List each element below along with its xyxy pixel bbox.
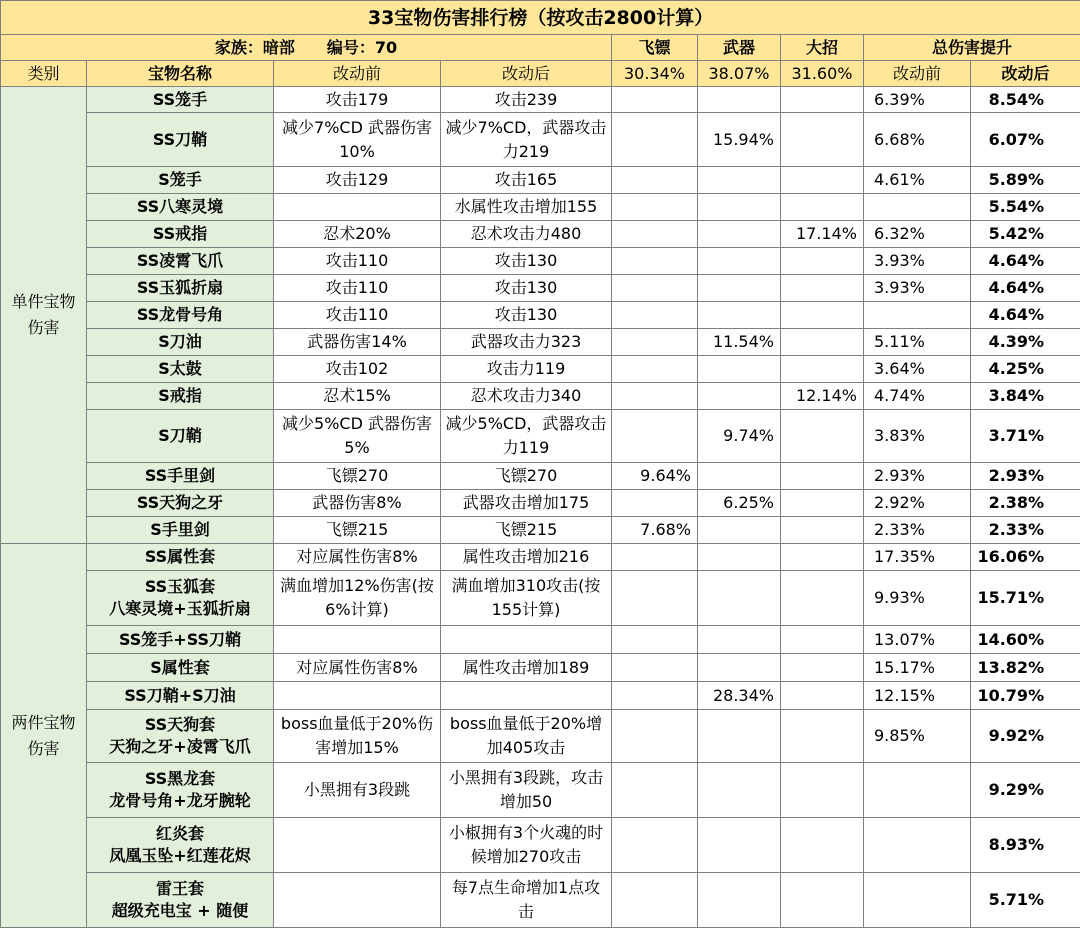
ult-value	[781, 329, 864, 356]
weapon-value	[698, 544, 781, 571]
dart-value	[612, 763, 698, 818]
after-value	[441, 682, 612, 710]
before-value: 武器伤害8%	[274, 490, 441, 517]
before-value: 攻击110	[274, 248, 441, 275]
total-after-value: 8.93%	[971, 818, 1080, 873]
after-value: 攻击165	[441, 167, 612, 194]
item-name-cell	[87, 873, 274, 928]
total-before-value: 4.74%	[864, 383, 971, 410]
total-after-value: 8.54%	[971, 87, 1080, 113]
table-row	[1, 571, 1080, 626]
dart-value	[612, 544, 698, 571]
before-value: 对应属性伤害8%	[274, 654, 441, 682]
before-value: 对应属性伤害8%	[274, 544, 441, 571]
table-row	[1, 302, 1080, 329]
before-value: 攻击179	[274, 87, 441, 113]
item-name: SS天狗套	[144, 715, 216, 734]
ult-value	[781, 302, 864, 329]
item-name-cell	[87, 682, 274, 710]
after-value: 攻击239	[441, 87, 612, 113]
dart-value	[612, 654, 698, 682]
total-after-value: 14.60%	[971, 626, 1080, 654]
item-name: S刀鞘	[158, 426, 202, 445]
total-before-value: 5.11%	[864, 329, 971, 356]
item-name: S手里剑	[150, 520, 210, 539]
dart-value	[612, 410, 698, 463]
ult-value	[781, 626, 864, 654]
item-name-cell	[87, 626, 274, 654]
dart-value	[612, 87, 698, 113]
item-name-cell	[87, 818, 274, 873]
item-name-cell	[87, 113, 274, 167]
after-value	[441, 626, 612, 654]
item-name: SS刀鞘	[152, 129, 208, 149]
weapon-value	[698, 818, 781, 873]
ult-value	[781, 710, 864, 763]
before-value	[274, 682, 441, 710]
table-row	[1, 654, 1080, 682]
item-name-cell	[87, 302, 274, 329]
before-value	[274, 194, 441, 221]
total-before-value	[864, 818, 971, 873]
total-after-value: 2.93%	[971, 463, 1080, 490]
item-name: SS笼手+SS刀鞘	[118, 629, 242, 649]
item-name-cell	[87, 221, 274, 248]
before-value	[274, 626, 441, 654]
item-name-cell	[87, 517, 274, 544]
ult-value	[781, 682, 864, 710]
dart-pct: 30.34%	[612, 61, 698, 87]
total-before-value	[864, 194, 971, 221]
weapon-value	[698, 87, 781, 113]
ult-value: 17.14%	[781, 221, 864, 248]
before-value: 攻击129	[274, 167, 441, 194]
dart-value	[612, 248, 698, 275]
total-before-value: 15.17%	[864, 654, 971, 682]
table-row	[1, 626, 1080, 654]
total-after-value: 9.92%	[971, 710, 1080, 763]
after-value: 飞镖270	[441, 463, 612, 490]
after-value: 水属性攻击增加155	[441, 194, 612, 221]
before-value: 攻击110	[274, 302, 441, 329]
item-name: S太鼓	[158, 359, 202, 378]
weapon-value	[698, 654, 781, 682]
dart-value	[612, 194, 698, 221]
dart-value	[612, 329, 698, 356]
before-value: boss血量低于20%伤害增加15%	[274, 710, 441, 763]
item-subname: 八寒灵境+玉狐折扇	[109, 599, 251, 618]
after-header: 改动后	[441, 61, 612, 87]
item-name: SS天狗之牙	[136, 493, 224, 512]
total-before-value: 3.83%	[864, 410, 971, 463]
item-name-cell	[87, 167, 274, 194]
table-row	[1, 410, 1080, 463]
item-name-cell	[87, 356, 274, 383]
ult-value	[781, 544, 864, 571]
item-name-cell	[87, 763, 274, 818]
table-row	[1, 544, 1080, 571]
table-row	[1, 873, 1080, 928]
total-after-value: 5.71%	[971, 873, 1080, 928]
ult-pct: 31.60%	[781, 61, 864, 87]
weapon-value	[698, 710, 781, 763]
dart-header: 飞镖	[612, 35, 698, 61]
item-name-cell	[87, 490, 274, 517]
total-after-value: 9.29%	[971, 763, 1080, 818]
weapon-value	[698, 463, 781, 490]
category-header: 类别	[1, 61, 87, 87]
item-name-cell	[87, 571, 274, 626]
before-value	[274, 873, 441, 928]
item-name-cell	[87, 710, 274, 763]
dart-value	[612, 275, 698, 302]
dart-value	[612, 818, 698, 873]
total-before-value	[864, 873, 971, 928]
after-value: 武器攻击力323	[441, 329, 612, 356]
item-name: SS戒指	[152, 224, 208, 243]
item-name-cell	[87, 410, 274, 463]
after-value: 减少7%CD，武器攻击力219	[441, 113, 612, 167]
item-name-cell	[87, 194, 274, 221]
ult-value	[781, 87, 864, 113]
weapon-value	[698, 626, 781, 654]
after-value: 飞镖215	[441, 517, 612, 544]
item-name: 红炎套	[155, 824, 204, 843]
total-after-value: 4.64%	[971, 302, 1080, 329]
after-value: 忍术攻击力480	[441, 221, 612, 248]
total-after-value: 2.38%	[971, 490, 1080, 517]
dart-value	[612, 221, 698, 248]
total-before-value: 3.93%	[864, 275, 971, 302]
after-value: 满血增加310攻击(按155计算)	[441, 571, 612, 626]
total-before-value: 2.92%	[864, 490, 971, 517]
total-after-value: 2.33%	[971, 517, 1080, 544]
table-row	[1, 517, 1080, 544]
category-cell: 两件宝物伤害	[1, 544, 87, 928]
total-before-value: 3.93%	[864, 248, 971, 275]
total-before-value: 17.35%	[864, 544, 971, 571]
item-name: SS属性套	[144, 547, 216, 566]
item-name-cell	[87, 544, 274, 571]
before-value: 攻击102	[274, 356, 441, 383]
weapon-value	[698, 873, 781, 928]
ult-value	[781, 571, 864, 626]
table-row	[1, 682, 1080, 710]
before-value: 攻击110	[274, 275, 441, 302]
item-name-cell	[87, 383, 274, 410]
item-name: SS凌霄飞爪	[136, 251, 224, 270]
ult-value	[781, 356, 864, 383]
weapon-value	[698, 302, 781, 329]
after-value: 攻击130	[441, 302, 612, 329]
dart-value	[612, 113, 698, 167]
item-subname: 超级充电宝 + 随便	[111, 901, 249, 920]
total-after-value: 4.64%	[971, 275, 1080, 302]
total-before-value	[864, 302, 971, 329]
dart-value	[612, 571, 698, 626]
total-before-value: 9.93%	[864, 571, 971, 626]
total-after-value: 5.42%	[971, 221, 1080, 248]
table-row	[1, 383, 1080, 410]
after-value: 属性攻击增加216	[441, 544, 612, 571]
after-value: 小椒拥有3个火魂的时候增加270攻击	[441, 818, 612, 873]
table-row	[1, 167, 1080, 194]
total-after-value: 6.07%	[971, 113, 1080, 167]
total-after-value: 13.82%	[971, 654, 1080, 682]
total-after-value: 3.84%	[971, 383, 1080, 410]
item-name: S属性套	[150, 657, 210, 677]
weapon-value	[698, 356, 781, 383]
table-row	[1, 329, 1080, 356]
ult-value	[781, 194, 864, 221]
table-row	[1, 87, 1080, 113]
weapon-value: 15.94%	[698, 113, 781, 167]
weapon-value	[698, 275, 781, 302]
item-name: SS笼手	[152, 89, 208, 109]
table-row	[1, 221, 1080, 248]
weapon-value	[698, 167, 781, 194]
table-row	[1, 763, 1080, 818]
total-before-value: 3.64%	[864, 356, 971, 383]
ult-value: 12.14%	[781, 383, 864, 410]
weapon-value: 9.74%	[698, 410, 781, 463]
ult-value	[781, 818, 864, 873]
total-before-value: 2.93%	[864, 463, 971, 490]
item-name: SS手里剑	[144, 466, 216, 485]
total-after-value: 4.25%	[971, 356, 1080, 383]
dart-value	[612, 383, 698, 410]
total-after-value: 5.89%	[971, 167, 1080, 194]
dart-value	[612, 682, 698, 710]
item-name-cell	[87, 329, 274, 356]
after-value: 每7点生命增加1点攻击	[441, 873, 612, 928]
total-before-value: 6.32%	[864, 221, 971, 248]
ult-value	[781, 275, 864, 302]
total-after-value: 15.71%	[971, 571, 1080, 626]
after-value: 小黑拥有3段跳，攻击增加50	[441, 763, 612, 818]
item-name-cell	[87, 248, 274, 275]
before-value: 减少7%CD 武器伤害10%	[274, 113, 441, 167]
ult-value	[781, 248, 864, 275]
item-name: S笼手	[158, 170, 202, 189]
ult-header: 大招	[781, 35, 864, 61]
table-row	[1, 463, 1080, 490]
after-value: 武器攻击增加175	[441, 490, 612, 517]
weapon-header: 武器	[698, 35, 781, 61]
total-after-value: 4.64%	[971, 248, 1080, 275]
before-header: 改动前	[274, 61, 441, 87]
before-value: 飞镖270	[274, 463, 441, 490]
before-value: 飞镖215	[274, 517, 441, 544]
table-title: 33宝物伤害排行榜（按攻击2800计算）	[1, 1, 1080, 35]
weapon-value: 11.54%	[698, 329, 781, 356]
item-subname: 龙骨号角+龙牙腕轮	[109, 791, 251, 810]
weapon-value	[698, 517, 781, 544]
after-value: 攻击130	[441, 248, 612, 275]
dart-value	[612, 490, 698, 517]
item-name: 雷王套	[155, 879, 204, 898]
total-before-value: 9.85%	[864, 710, 971, 763]
total-after-value: 5.54%	[971, 194, 1080, 221]
table-row	[1, 113, 1080, 167]
before-value: 小黑拥有3段跳	[274, 763, 441, 818]
item-name: S戒指	[158, 386, 202, 405]
before-value: 忍术15%	[274, 383, 441, 410]
weapon-value	[698, 763, 781, 818]
ult-value	[781, 873, 864, 928]
total-before-header: 改动前	[864, 61, 971, 87]
ult-value	[781, 113, 864, 167]
dart-value	[612, 167, 698, 194]
weapon-value	[698, 221, 781, 248]
total-before-value: 12.15%	[864, 682, 971, 710]
item-name-cell	[87, 87, 274, 113]
weapon-value	[698, 194, 781, 221]
item-subname: 凤凰玉坠+红莲花烬	[109, 846, 251, 865]
item-name: S刀油	[158, 332, 202, 351]
table-row	[1, 275, 1080, 302]
dart-value	[612, 710, 698, 763]
total-before-value: 6.39%	[864, 87, 971, 113]
ult-value	[781, 463, 864, 490]
total-after-value: 4.39%	[971, 329, 1080, 356]
dart-value: 7.68%	[612, 517, 698, 544]
ult-value	[781, 763, 864, 818]
item-name: SS玉狐折扇	[136, 278, 224, 297]
ult-value	[781, 517, 864, 544]
category-cell: 单件宝物伤害	[1, 87, 87, 544]
total-after-header: 改动后	[971, 61, 1080, 87]
total-before-value: 2.33%	[864, 517, 971, 544]
dart-value	[612, 302, 698, 329]
item-name: SS八寒灵境	[136, 197, 224, 216]
ult-value	[781, 167, 864, 194]
weapon-value: 28.34%	[698, 682, 781, 710]
before-value: 减少5%CD 武器伤害5%	[274, 410, 441, 463]
weapon-value	[698, 383, 781, 410]
after-value: 攻击力119	[441, 356, 612, 383]
total-before-value: 4.61%	[864, 167, 971, 194]
weapon-value	[698, 571, 781, 626]
table-row	[1, 818, 1080, 873]
dart-value: 9.64%	[612, 463, 698, 490]
total-after-value: 16.06%	[971, 544, 1080, 571]
after-value: boss血量低于20%增加405攻击	[441, 710, 612, 763]
before-value	[274, 818, 441, 873]
total-after-value: 10.79%	[971, 682, 1080, 710]
table-row	[1, 490, 1080, 517]
after-value: 属性攻击增加189	[441, 654, 612, 682]
before-value: 满血增加12%伤害(按6%计算)	[274, 571, 441, 626]
item-name-cell	[87, 654, 274, 682]
weapon-value: 6.25%	[698, 490, 781, 517]
table-row	[1, 194, 1080, 221]
after-value: 忍术攻击力340	[441, 383, 612, 410]
after-value: 减少5%CD，武器攻击力119	[441, 410, 612, 463]
total-before-value: 13.07%	[864, 626, 971, 654]
ult-value	[781, 654, 864, 682]
family-label: 家族：暗部 编号：70	[1, 35, 612, 61]
item-name: SS龙骨号角	[136, 305, 224, 324]
table-row	[1, 710, 1080, 763]
item-name: SS黑龙套	[144, 769, 216, 788]
name-header: 宝物名称	[87, 61, 274, 87]
table-row	[1, 248, 1080, 275]
dart-value	[612, 356, 698, 383]
after-value: 攻击130	[441, 275, 612, 302]
total-before-value: 6.68%	[864, 113, 971, 167]
item-subname: 天狗之牙+凌霄飞爪	[109, 737, 251, 756]
total-header: 总伤害提升	[864, 35, 1080, 61]
item-name: SS玉狐套	[144, 577, 216, 596]
table-row	[1, 356, 1080, 383]
item-name: SS刀鞘+S刀油	[124, 685, 236, 705]
total-after-value: 3.71%	[971, 410, 1080, 463]
item-name-cell	[87, 463, 274, 490]
total-before-value	[864, 763, 971, 818]
before-value: 武器伤害14%	[274, 329, 441, 356]
weapon-value	[698, 248, 781, 275]
item-name-cell	[87, 275, 274, 302]
dart-value	[612, 626, 698, 654]
before-value: 忍术20%	[274, 221, 441, 248]
ult-value	[781, 490, 864, 517]
ult-value	[781, 410, 864, 463]
weapon-pct: 38.07%	[698, 61, 781, 87]
dart-value	[612, 873, 698, 928]
